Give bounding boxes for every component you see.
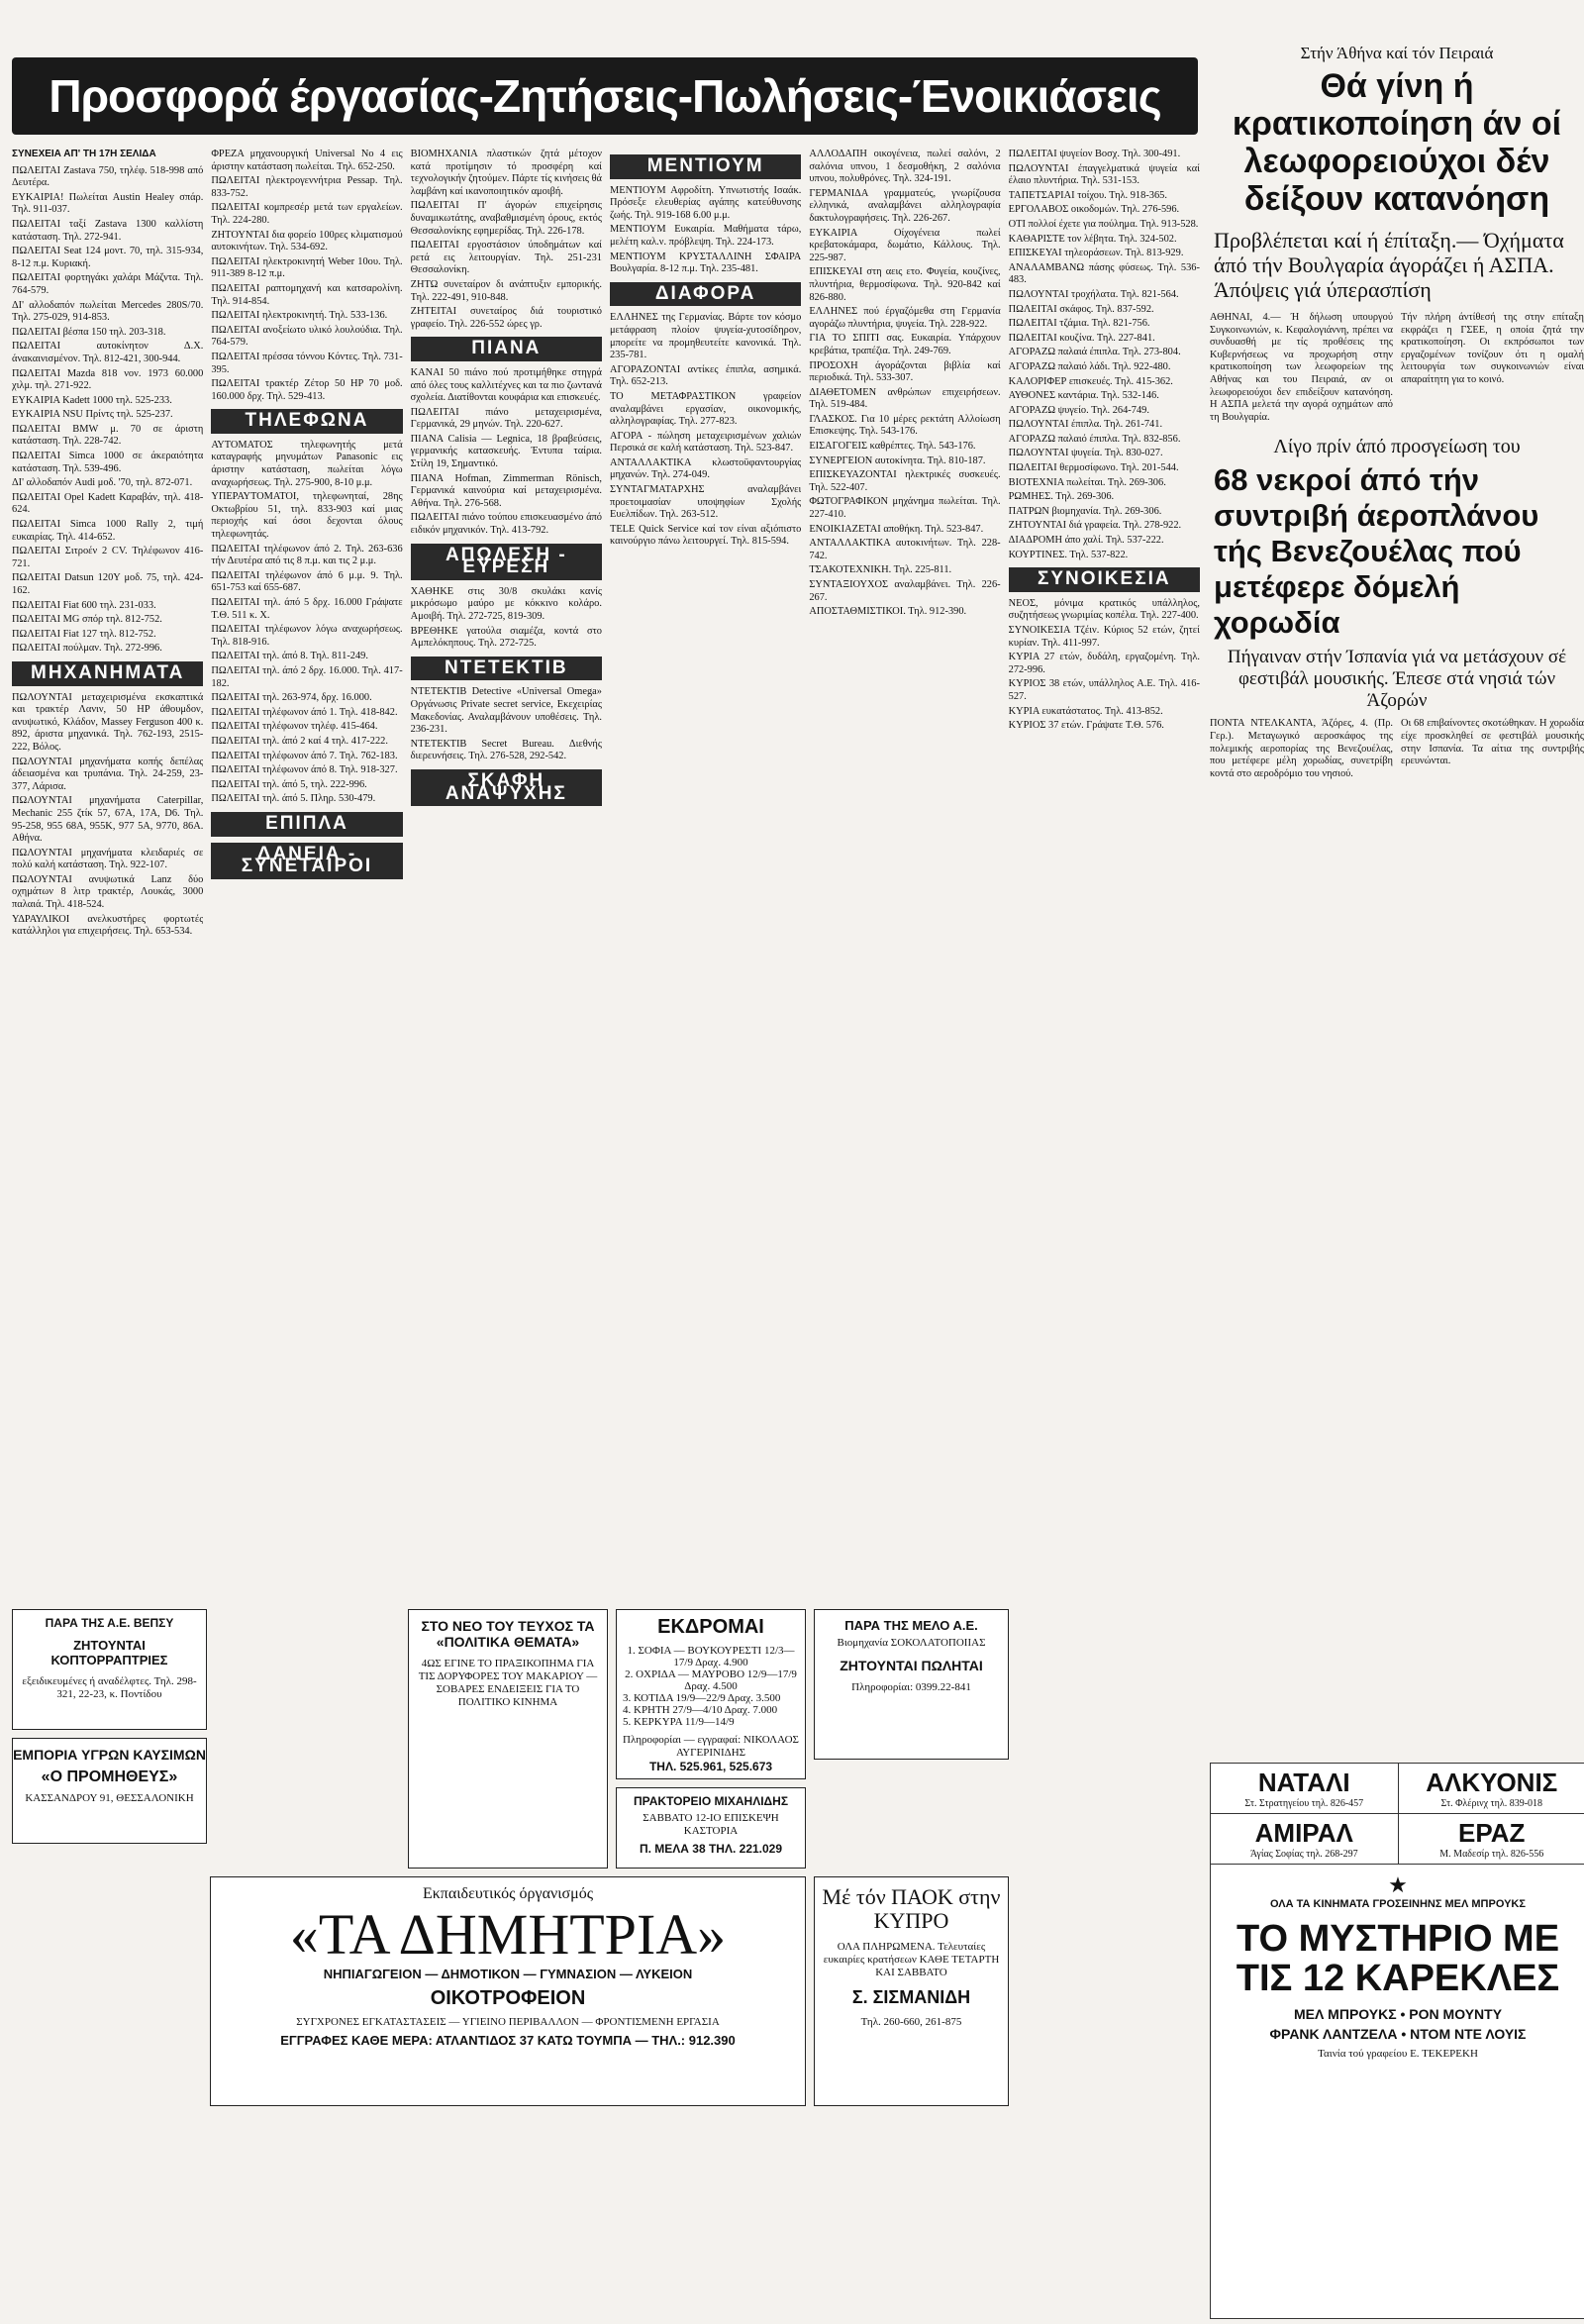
ad: ΤΣΑΚΟΤΕΧΝΙΚΗ. Τηλ. 225-811. [809,564,952,576]
ad: ΠΩΛΕΙΤΑΙ BMW μ. 70 σε άριστη κατάσταση. Τηλ. 228-742. [12,423,204,448]
ad: ΝΕΟΣ, μόνιμα κρατικός υπάλληλος, συζητήσεως γνωριμίας κοπέλα. Τηλ. 227-400. [1008,597,1200,622]
ad: ΝΤΕΤΕΚΤΙΒ Detective «Universal Omega» Οργάνωσις Private secret service, Εκεχειρίας Μακεδονίας. Αναλαμβάνουν υποθέσεις. Τηλ. 236-231. [410,686,602,736]
ad: ΝΤΕΤΕΚΤΙΒ Secret Bureau. Διεθνής διερευνήσεις. Τηλ. 276-528, 292-542. [410,738,602,762]
ad-vepsy-line2: εξειδικευμένες ή αναδέλφτες. Τηλ. 298-321, 22-23, κ. Ποντίδου [22,1675,197,1700]
column-6 [1009,149,1200,1604]
ad-paok-cyprus [814,1876,1009,2106]
ad: ΠΩΛΕΙΤΑΙ σκάφος. Τηλ. 837-592. [1008,303,1154,315]
ad: ΣΥΝΤΑΓΜΑΤΑΡΧΗΣ αναλαμβάνει προετοιμασίαν υποψηφίων Σχολής Ευελπίδων. Τηλ. 263-512. [609,484,802,521]
ad: ΠΩΛΕΙΤΑΙ ψυγείον Βοσχ. Τηλ. 300-491. [1008,149,1181,159]
ad: ΚΑΝΑΙ 50 πιάνο πού προτιμήθηκε στηγρά από όλες τους καλλιτέχνες και τα πιο ζωντανά σχολεία. Διατίθονται κουφάρια και επισκευές. [410,366,602,404]
ad: ΟΤΙ πολλοί έχετε για πούλημα. Τηλ. 913-528. [1008,218,1199,230]
ad: ΕΥΚΑΙΡΙΑ NSU Πρίντς τηλ. 525-237. [12,409,173,421]
ad: ΕΠΙΣΚΕΥΑΖΟΝΤΑΙ ηλεκτρικές συσκευές. Τηλ. 522-407. [809,469,1001,493]
ad: ΚΥΡΙΟΣ 37 ετών. Γράψατε Τ.Θ. 576. [1008,720,1164,732]
ad: ΣΥΝΕΡΓΕΙΟΝ αυτοκίνητα. Τηλ. 810-187. [809,455,986,466]
trip-row: 4. ΚΡΗΤΗ 27/9—4/10 Δραχ. 7.000 [623,1704,778,1716]
cinema-address: Στ. Στρατηγείου τηλ. 826-457 [1244,1798,1364,1809]
column-5 [809,149,1000,1604]
ad: ΠΩΛΟΥΝΤΑΙ μεταχειρισμένα εκσκαπτικά και τρακτέρ Λανιν, 50 HP άθουμδον, ανυψωτικό, Κλάδον, Massey Ferguson 400 κ. 892, άριστα μηχανικά. Τηλ. 762-193, 2515-222, Βόλος. [12,691,204,753]
ad: ΠΩΛΕΙΤΑΙ τρακτέρ Ζέτορ 50 HP 70 μοδ. 160.000 δρχ. Τηλ. 529-413. [211,378,403,402]
ad-melo-line3: Πληροφορίαι: 0399.22-841 [851,1681,971,1693]
film-distributor: Ταινία τού γραφείου Ε. ΤΕΚΕΡΕΚΗ [1318,2048,1478,2060]
ad: ΠΩΛΕΙΤΑΙ φορτηγάκι χαλάρι Μάζντα. Τηλ. 764-579. [12,272,204,296]
trip-row: 2. ΟΧΡΙΔΑ — ΜΑΥΡΟΒΟ 12/9—17/9 Δραχ. 4.500 [625,1668,797,1692]
ad: ΠΩΛΟΥΝΤΑΙ μηχανήματα κοπής δεπέλας άδειασμένα και τρυπάνια. Τηλ. 24-259, 23-377, Λάρισα. [12,756,204,792]
news-body-2 [1210,718,1584,782]
section-loans: ΔΑΝΕΙΑ - ΣΥΝΕΤΑΙΡΟΙ [211,843,402,879]
ad: ΜΕΝΤΙΟΥΜ Ευκαιρία. Μαθήματα τάρω, μελέτη καλ.ν. πρόβλεψη. Τηλ. 224-173. [609,224,802,248]
news-subhead: Προβλέπεται καί ή έπίταξη.— Όχήματα άπό τήν Βουλγαρία άγοράζει ή ΑΣΠΑ. Άπόψεις γιά ύπερασπίση [1214,228,1564,302]
ad: ΡΩΜΗΕΣ. Τηλ. 269-306. [1008,491,1115,503]
ad: ΠΩΛΕΙΤΑΙ τηλ. 263-974, δρχ. 16.000. [211,692,372,704]
ad: ΠΩΛΕΙΤΑΙ ηλεκτροκινητή Weber 10ου. Τηλ. 911-389 8-12 π.μ. [211,255,403,280]
ad: ΠΩΛΕΙΤΑΙ Π' άγορών επιχείρησις δυναμικωτάτης, αναβαθμισμένη όρους, εκτός Θεσσαλονίκης εφημερίδας. Τηλ. 226-178. [410,200,602,237]
ad: ΑΠΟΣΤΑΘΜΙΣΤΙΚΟΙ. Τηλ. 912-390. [809,606,967,618]
ad: ΔΙ' αλλοδαπόν πωλείται Mercedes 280S/70. Τηλ. 275-029, 914-853. [12,299,204,324]
cinema-venue [1399,1764,1584,1813]
ad: ΠΩΛΕΙΤΑΙ τηλέφωνον άπό 6 μ.μ. 9. Τηλ. 651-753 καί 655-687. [211,569,403,594]
ad: ΑΝΑΛΑΜΒΑΝΩ πάσης φύσεως. Τηλ. 536-483. [1008,261,1200,286]
ad: ΒΙΟΜΗΧΑΝΙΑ πλαστικών ζητά μέτοχον κατά προτίμησιν τό προσφέρη καί τεχνολογικήν ζητούμεν. Πάρτε τίς κινήσεις θά λαμβάνη καί ικανοποιητικόν αμοιβή. [410,149,602,197]
ad: ΠΩΛΕΙΤΑΙ κομπρεσέρ μετά των εργαλείων. Τηλ. 224-280. [211,202,403,226]
ad: ΠΩΛΕΙΤΑΙ πρέσσα τόννου Κόντες. Τηλ. 731-395. [211,351,403,375]
ad: ΑΝΤΑΛΛΑΚΤΙΚΑ αυτοκινήτων. Τηλ. 228-742. [809,538,1001,561]
ad-melo-line1: Βιομηχανία ΣΟΚΟΛΑΤΟΠΟΙΙΑΣ [837,1637,986,1649]
ad: ΒΡΕΘΗΚΕ γατούλα σιαμέζα, κοντά στο Αμπελόκηπους. Τηλ. 272-725. [410,625,602,650]
ad: ΖΗΤΕΙΤΑΙ συνεταίρος διά τουριστικό γραφείο. Τηλ. 226-552 ώρες γρ. [410,306,602,330]
ad: ΖΗΤΩ συνεταίρον δι ανάπτυξιν εμπορικής. Τηλ. 222-491, 910-848. [410,278,602,303]
ad-melo [814,1609,1009,1760]
ad-melo-line2: ΖΗΤΟΥΝΤΑΙ ΠΩΛΗΤΑΙ [840,1658,983,1673]
section-furniture: ΕΠΙΠΛΑ [211,812,402,837]
ad-prometheus-addr: ΚΑΣΣΑΝΔΡΟΥ 91, ΘΕΣΣΑΛΟΝΙΚΗ [25,1792,194,1804]
ad-dimitria [210,1876,806,2106]
ad-ekdromai-contact: Πληροφορίαι — εγγραφαί: ΝΙΚΟΛΑΟΣ ΑΥΓΕΡΙΝΙΔΗΣ [623,1734,799,1759]
ad: ΤΑΠΕΤΣΑΡΙΑΙ τοίχου. Τηλ. 918-365. [1008,189,1167,201]
ad-ekdromai-title: ΕΚΔΡΟΜΑΙ [657,1616,764,1638]
ad: ΕΝΟΙΚΙΑΖΕΤΑΙ αποθήκη. Τηλ. 523-847. [809,523,984,535]
ad: ΚΥΡΙΑ ευκατάστατος. Τηλ. 413-852. [1008,705,1163,717]
ad: ΠΩΛΕΙΤΑΙ τηλ. άπό 5 δρχ. 16.000 Γράψατε Τ.Θ. 511 κ. Χ. [211,597,403,621]
ad: ΠΩΛΟΥΝΤΑΙ έπιπλα. Τηλ. 261-741. [1008,419,1163,431]
ad: ΠΩΛΕΙΤΑΙ Seat 124 μοντ. 70, τηλ. 315-934, 8-12 π.μ. Κυριακή. [12,246,204,269]
column-3 [411,149,602,1604]
cinema-venue [1399,1814,1584,1864]
ad: ΠΩΛΕΙΤΑΙ ανοξείωτο υλικό λουλούδια. Τηλ. 764-579. [211,324,403,349]
ad: ΠΩΛΕΙΤΑΙ Simca 1000 σε άκεραιότητα κατάσταση. Τηλ. 539-496. [12,451,204,474]
ad: ΔΙΑΘΕΤΟΜΕΝ ανθρώπων επιχειρήσεων. Τηλ. 519-484. [809,386,1001,411]
ad: ΑΓΟΡΑΖΩ παλαιά έπιπλα. Τηλ. 273-804. [1008,347,1181,358]
ad-dimitria-line4: ΕΓΓΡΑΦΕΣ ΚΑΘΕ ΜΕΡΑ: ΑΤΛΑΝΤΙΔΟΣ 37 ΚΑΤΩ ΤΟΥΜΠΑ — ΤΗΛ.: 912.390 [280,2033,736,2048]
ad: ΠΩΛΕΙΤΑΙ τηλέφωνον άπό 7. Τηλ. 762-183. [211,750,398,761]
ad-dimitria-title: «ΤΑ ΔΗΜΗΤΡΙΑ» [289,1902,727,1967]
ad: ΠΩΛΕΙΤΑΙ βέσπα 150 τηλ. 203-318. [12,326,166,338]
column-1 [12,149,203,1604]
ad-vepsy [12,1609,207,1730]
section-medium: ΜΕΝΤΙΟΥΜ [610,154,801,179]
ad: ΠΩΛΕΙΤΑΙ πιάνο μεταχειρισμένα, Γερμανικά, 29 μηνών. Τηλ. 220-627. [410,406,602,431]
ad: ΑΝΤΑΛΛΑΚΤΙΚΑ κλωστοϋφαντουργίας μηχανών. Τηλ. 274-049. [609,456,802,481]
trip-row: 1. ΣΟΦΙΑ — ΒΟΥΚΟΥΡΕΣΤΙ 12/3—17/9 Δραχ. 4.900 [627,1645,795,1668]
ad: ΠΩΛΕΙΤΑΙ τηλ. άπό 5. Πληρ. 530-479. [211,793,376,805]
ad: ΑΛΛΟΔΑΠΗ οικογένεια, πωλεί σαλόνι, 2 σαλόνια υπνου, 1 δεσμοθήκη, 2 σαλόνια υπνου, πολυθρόνες. Τηλ. 324-191. [809,149,1001,185]
ad: ΠΩΛΟΥΝΤΑΙ μηχανήματα Caterpillar, Mechanic 255 ζτίκ 57, 67Α, 17Α, D6. Τηλ. 95-258, 955 68Α, 955Κ, 977 5Α, 9770, 86Α. Αθήνα. [12,795,204,845]
cinema-name: ΑΜΙΡΑΛ [1254,1818,1353,1848]
ad: ΑΓΟΡΑΖΩ παλαιό έπιπλα. Τηλ. 832-856. [1008,433,1181,445]
ad: ΚΥΡΙΟΣ 38 ετών, υπάλληλος Α.Ε. Τηλ. 416-527. [1008,678,1200,702]
news-body-col [1401,312,1584,426]
section-pleasure-boats: ΣΚΑΦΗ ΑΝΑΨΥΧΗΣ [411,769,602,806]
column-4 [610,149,801,1604]
ad: ΠΩΛΕΙΤΑΙ τηλέφωνον άπό 1. Τηλ. 418-842. [211,706,398,718]
news-paragraph: Οι 68 επιβαίνοντες σκοτώθηκαν. Η χορωδία είχε προσκληθεί σε φεστιβάλ μουσικής στην Ισπανία. Τα αίτια της συντριβής ερευνώνται. [1401,718,1584,767]
ad-michailidis-line2: Π. ΜΕΛΑ 38 ΤΗΛ. 221.029 [639,1842,783,1856]
ad: ΠΩΛΕΙΤΑΙ Zastava 750, τηλέφ. 518-998 από Δευτέρα. [12,164,204,189]
ad: ΑΥΤΟΜΑΤΟΣ τηλεφωνητής μετά καταγραφής μηνυμάτων Panasonic εις άριστην κατάσταση, πωλείται λόγω αναχωρήσεως. Τηλ. 275-900, 8-10 μ.μ. [211,439,403,488]
cinema-address: Άγίας Σοφίας τηλ. 268-297 [1249,1849,1358,1860]
ad: ΖΗΤΟΥΝΤΑΙ δια φορείο 100ρες κλιματισμού αυτοκινήτων. Τηλ. 534-692. [211,229,403,253]
cinema-venue [1211,1764,1399,1813]
cinema-ad [1210,1763,1584,2319]
ad: ΠΩΛΕΙΤΑΙ αυτοκίνητον Δ.Χ. άνακαινισμένον. Τηλ. 812-421, 300-944. [12,341,204,364]
ad: ΜΕΝΤΙΟΥΜ Αφροδίτη. Υπνωτιστής Ισαάκ. Πρόσεξε ελευθερίας αγάπης κατεύθυνσης ζωής. Τηλ. 919-168 6.00 μ.μ. [609,184,802,221]
ad: ΠΩΛΕΙΤΑΙ τηλ. άπό 5, τηλ. 222-996. [211,778,367,790]
ad: ΚΑΛΟΡΙΦΕΡ επισκευές. Τηλ. 415-362. [1008,375,1173,387]
news-subhead-2: Πήγαιναν στήν Ίσπανία γιά να μετάσχουν σέ φεστιβάλ μουσικής. Έπεσε στά νησιά τών Άζορών [1227,647,1567,712]
ad: ΣΥΝΤΑΞΙΟΥΧΟΣ αναλαμβάνει. Τηλ. 226-267. [809,579,1001,603]
ad-michailidis-line1: ΣΑΒΒΑΤΟ 12-ΙΟ ΕΠΙΣΚΕΨΗ ΚΑΣΤΟΡΙΑ [643,1812,779,1837]
ad: ΚΥΡΙΑ 27 ετών, δυδάλη, εργαζομένη. Τηλ. 272-996. [1008,652,1200,675]
ad-vepsy-title: ΠΑΡΑ ΤΗΣ Α.Ε. ΒΕΠΣΥ [45,1616,174,1630]
ad-dimitria-line2: ΟΙΚΟΤΡΟΦΕΙΟΝ [430,1987,586,2009]
ad: ΕΡΓΟΛΑΒΟΣ οικοδομών. Τηλ. 276-596. [1008,204,1180,216]
news-body-col [1210,718,1393,782]
ad: ΚΟΥΡΤΙΝΕΣ. Τηλ. 537-822. [1008,549,1129,560]
cinema-promo [1211,1865,1584,2068]
ad: ΠΩΛΕΙΤΑΙ τηλέφωνον άπό 8. Τηλ. 918-327. [211,764,398,776]
ad: ΑΓΟΡΑ - πώληση μεταχειρισμένων χαλιών Περσικά σε καλή κατάσταση. Τηλ. 523-847. [609,430,802,455]
ad: ΥΠΕΡΑΥΤΟΜΑΤΟΙ, τηλεφωνηταί, 28ης Οκτωβρίου 51, τηλ. 833-903 καί μιας περιοχής καί όσοι δεχονται όλους τηλεφωνητάς. [211,491,403,541]
ad: ΤΟ ΜΕΤΑΦΡΑΣΤΙΚΟΝ γραφείον αναλαμβάνει εργασίαν, οικονομικής, αλληλογραφίας. Τηλ. 277-823. [609,390,802,428]
ad: ΧΑΘΗΚΕ στις 30/8 σκυλάκι κανίς μικρόσωμο μαύρο με κόκκινο κολάρο. Αμοιβή. Τηλ. 272-725, 819-309. [410,585,602,622]
ad: ΠΩΛΕΙΤΑΙ ταξί Zastava 1300 καλλίστη κατάσταση. Τηλ. 272-941. [12,218,204,243]
news-body [1210,312,1584,426]
ad-politika-body: 4ΩΣ ΕΓΙΝΕ ΤΟ ΠΡΑΞΙΚΟΠΗΜΑ ΓΙΑ ΤΙΣ ΔΟΡΥΦΟΡΕΣ ΤΟΥ ΜΑΚΑΡΙΟΥ — ΣΟΒΑΡΕΣ ΕΝΔΕΙΞΕΙΣ ΓΙΑ ΤΟ ΠΟΛΙΤΙΚΟ ΚΙΝΗΜΑ [418,1658,598,1708]
ad: ΠΩΛΕΙΤΑΙ Fiat 127 τηλ. 812-752. [12,628,156,640]
ad: ΠΡΟΣΟΧΗ άγοράζονται βιβλία καί περιοδικά. Τηλ. 533-307. [809,359,1001,384]
ad-dimitria-kicker: Εκπαιδευτικός όργανισμός [422,1885,594,1902]
news-headline-2: 68 νεκροί άπό τήν συντριβή άεροπλάνου τής Βενεζουέλας πού μετέφερε δόμελή χορωδία [1214,462,1539,641]
cinema-venues-row-2 [1211,1814,1584,1865]
ad: ΓΙΑ ΤΟ ΣΠΙΤΙ σας. Ευκαιρία. Υπάρχουν κρεβάτια, τραπέζια. Τηλ. 249-769. [809,333,1001,356]
news-kicker: Στήν Άθήνα καί τόν Πειραιά [1300,44,1494,62]
ad: ΒΙΟΤΕΧΝΙΑ πωλείται. Τηλ. 269-306. [1008,476,1166,488]
cinema-venues-row-1 [1211,1764,1584,1814]
section-pianos: ΠΙΑΝΑ [411,337,602,361]
ad-michailidis [616,1787,806,1869]
cinema-address: Στ. Φλέρινχ τηλ. 839-018 [1440,1798,1543,1809]
ad: TELE Quick Service καί τον είναι αξιόπιστο καινούργιο πάνω λειτουργεί. Τηλ. 815-594. [609,523,802,548]
classifieds-banner: Προσφορά έργασίας-Ζητήσεις-Πωλήσεις-Ένοικιάσεις [12,57,1198,135]
ad: ΠΙΑΝΑ Hofman, Zimmerman Rönisch, Γερμανικά καινούρια καί μεταχειρισμένα. Αθήνα. Τηλ. 276-568. [410,472,602,509]
news-column [1210,40,1584,782]
ad: ΦΡΕΖΑ μηχανουργική Universal No 4 εις άριστην κατάσταση πωλείται. Τηλ. 652-250. [211,149,403,172]
section-machines: ΜΗΧΑΝΗΜΑΤΑ [12,661,203,686]
ad: ΠΩΛΕΙΤΑΙ Fiat 600 τηλ. 231-033. [12,599,156,611]
ad: ΔΙΑΔΡΟΜΗ άπο χαλί. Τηλ. 537-222. [1008,535,1164,547]
cinema-venue [1211,1814,1399,1864]
ad: ΠΙΑΝΑ Calisia — Legnica, 18 βραβεύσεις, γερμανικής κατασκευής. Έντυπα ταίρια. Στίλη 19, Σημαντικό. [410,433,602,470]
ad: ΠΩΛΟΥΝΤΑΙ τροχήλατα. Τηλ. 821-564. [1008,288,1179,300]
ad: ΠΩΛΟΥΝΤΑΙ έπαγγελματικά ψυγεία καί έλαιο πλυντήρια. Τηλ. 531-153. [1008,162,1200,187]
news-headline: Θά γίνη ή κρατικοποίηση άν οί λεωφορειούχοι δέν δείξουν κατανόηση [1232,67,1562,218]
ad: ΚΑΘΑΡΙΣΤΕ τον λέβητα. Τηλ. 324-502. [1008,233,1177,245]
ad-prometheus-title: ΕΜΠΟΡΙΑ ΥΓΡΩΝ ΚΑΥΣΙΜΩΝ [13,1747,206,1763]
ad: ΠΩΛΕΙΤΑΙ τζάμια. Τηλ. 821-756. [1008,318,1150,330]
ad: ΠΩΛΕΙΤΑΙ τηλ. άπό 2 καί 4 τηλ. 417-222. [211,735,388,747]
ad: ΕΠΙΣΚΕΥΑΙ στη αεις ετο. Φυγεία, κουζίνες, πλυντήρια, θερμοσίφωνα. Τηλ. 920-842 καί 826-880. [809,266,1001,303]
ad-melo-title: ΠΑΡΑ ΤΗΣ ΜΕΛΟ Α.Ε. [844,1618,978,1633]
ad-paok-name: Σ. ΣΙΣΜΑΝΙΔΗ [851,1987,971,2007]
ad-vepsy-line1: ΖΗΤΟΥΝΤΑΙ ΚΟΠΤΟΡΡΑΠΤΡΙΕΣ [50,1638,168,1667]
trip-row: 5. ΚΕΡΚΥΡΑ 11/9—14/9 [623,1716,735,1728]
ad: ΠΩΛΕΙΤΑΙ τηλέφωνον τηλέφ. 415-464. [211,721,378,733]
section-cohabitation: ΣΥΝΟΙΚΕΣΙΑ [1009,567,1200,592]
ad-paok-title: Μέ τόν ΠΑΟΚ στην ΚΥΠΡΟ [822,1884,1001,1933]
news-paragraph: ΠΟΝΤΑ ΝΤΕΛΚΑΝΤΑ, Άζόρες, 4. (Πρ. Γερ.). Μεταγωγικό αεροσκάφος της πολεμικής αεροπορίας της Βενεζουέλας, που μετέφερε μέλη χορωδίας, συνετρίβη κοντά στο αεροδρόμιο του νησιού. [1210,718,1393,779]
ad: ΣΥΝΟΙΚΕΣΙΑ Τζέιν. Κύριος 52 ετών, ζητεί κυρίαν. Τηλ. 411-997. [1008,625,1200,649]
cinema-name: ΑΛΚΥΟΝΙΣ [1426,1768,1558,1797]
ad-ekdromai-tel: ΤΗΛ. 525.961, 525.673 [648,1760,773,1773]
film-title: ΤΟ ΜΥΣΤΗΡΙΟ ΜΕ ΤΙΣ 12 ΚΑΡΕΚΛΕΣ [1236,1918,1560,1999]
ad: ΠΩΛΕΙΤΑΙ Mazda 818 νον. 1973 60.000 χιλμ. τηλ. 271-922. [12,367,204,392]
cinema-address: Μ. Μαδεσίρ τηλ. 826-556 [1439,1849,1544,1860]
ad: ΠΩΛΕΙΤΑΙ Simca 1000 Rally 2, τιμή ευκαιρίας. Τηλ. 414-652. [12,519,204,543]
ad-paok-tel: Τηλ. 260-660, 261-875 [860,2016,962,2028]
section-telephones: ΤΗΛΕΦΩΝΑ [211,409,402,434]
ad-ekdromai [616,1609,806,1779]
ad: ΠΩΛΕΙΤΑΙ τηλέφωνον λόγω αναχωρήσεως. Τηλ. 818-916. [211,624,403,648]
section-lost-found: ΑΠΩΛΕΣΗ - ΕΥΡΕΣΗ [411,544,602,580]
cinema-name: ΝΑΤΑΛΙ [1257,1768,1350,1797]
ad: ΠΩΛΕΙΤΑΙ κουζίνα. Τηλ. 227-841. [1008,332,1155,344]
ad: ΠΩΛΕΙΤΑΙ πιάνο τούπου επισκευασμένο άπό ειδικόν μηχανικόν. Τηλ. 413-792. [410,512,602,537]
ad-paok-body: ΟΛΑ ΠΛΗΡΩΜΕΝΑ. Τελευταίες ευκαιρίες κρατήσεων ΚΑΘΕ ΤΕΤΑΡΤΗ ΚΑΙ ΣΑΒΒΑΤΟ [823,1941,1000,1978]
news-paragraph: Τήν πλήρη άντίθεσή της στην επίταξη εκφράζει η ΓΣΕΕ, η οποία ζητά την κρατικοποίηση. Οι εκπρόσωποι των εργαζομένων τονίζουν ότι η ομαλή λειτουργία των συγκοινωνιών είναι απαραίτητη για το κοινό. [1401,312,1584,385]
ad: ΕΙΣΑΓΟΓΕΙΣ καθρέπτες. Τηλ. 543-176. [809,441,976,453]
ad: ΠΩΛΕΙΤΑΙ Opel Kadett Καραβάν, τηλ. 418-624. [12,491,204,516]
ad: ΠΩΛΕΙΤΑΙ MG σπόρ τηλ. 812-752. [12,614,162,626]
news-kicker-2: Λίγο πρίν άπό προσγείωση του [1273,436,1521,458]
star-icon: ★ [1388,1872,1408,1897]
ad: ΠΩΛΟΥΝΤΑΙ ψυγεία. Τηλ. 830-027. [1008,448,1163,459]
ad-politika-themata [408,1609,608,1869]
section-detectives: ΝΤΕΤΕΚΤΙΒ [411,657,602,681]
news-body-col [1210,312,1393,426]
ad-dimitria-line3: ΣΥΓΧΡΟΝΕΣ ΕΓΚΑΤΑΣΤΑΣΕΙΣ — ΥΓΙΕΙΝΟ ΠΕΡΙΒΑΛΛΟΝ — ΦΡΟΝΤΙΣΜΕΝΗ ΕΡΓΑΣΙΑ [296,2016,720,2028]
ad: ΕΛΛΗΝΕΣ της Γερμανίας. Βάρτε τον κόσμο μετάφραση πλοίον ψυγεία-χυτοσίδηρον, μπορείτε να προμηθευτείτε κανονικά. Τηλ. 235-781. [609,312,802,361]
ad: ΠΩΛΕΙΤΑΙ πούλμαν. Τηλ. 272-996. [12,643,162,655]
ad: ΕΥΚΑΙΡΙΑ Οίχογένεια πωλεί κρεβατοκάμαρα, δωμάτιο, Κάλλους. Τηλ. 225-987. [809,227,1001,263]
ad: ΠΩΛΕΙΤΑΙ θερμοσίφωνο. Τηλ. 201-544. [1008,462,1179,474]
section-misc: ΔΙΑΦΟΡΑ [610,282,801,307]
news-body-col [1401,718,1584,782]
ad-prometheus-name: «Ο ΠΡΟΜΗΘΕΥΣ» [41,1768,178,1785]
ad: ΠΑΤΡΩΝ βιομηχανία. Τηλ. 269-306. [1008,505,1162,517]
ad: ΓΕΡΜΑΝΙΔΑ γραμματεύς, γνωρίζουσα ελληνικά, αναλαμβάνει αλληλογραφία δακτυλογραφήσεις. Τηλ. 226-267. [809,187,1001,224]
ad-prometheus [12,1738,207,1844]
ad-dimitria-line1: ΝΗΠΙΑΓΩΓΕΙΟΝ — ΔΗΜΟΤΙΚΟΝ — ΓΥΜΝΑΣΙΟΝ — ΛΥΚΕΙΟΝ [323,1967,693,1981]
classifieds-columns [12,149,1200,1604]
film-actors-2: ΦΡΑΝΚ ΛΑΝΤΖΕΛΑ • ΝΤΟΜ ΝΤΕ ΛΟΥΙΣ [1269,2026,1527,2042]
news-paragraph: ΑΘΗΝΑΙ, 4.— Ή δήλωση υπουργού Συγκοινωνιών, κ. Κεφαλογιάννη, πρέπει να συνδυασθή με τίς προθέσεις της Κυβερνήσεως να προχωρήση στην κρατικοποίηση των λεωφορείων της Αθήνας και του Πειραιά, αν οι λεωφορειούχοι δεν επιδείξουν κατανόηση. Η ΑΣΠΑ μελετά την αγορά οχημάτων από τη Βουλγαρία. [1210,312,1393,423]
ad: ΦΩΤΟΓΡΑΦΙΚΟΝ μηχάνημα πωλείται. Τηλ. 227-410. [809,496,1001,521]
ad: ΓΛΑΣΚΟΣ. Για 10 μέρες ρεκτάτη Αλλοίωση Επισκεψης. Τηλ. 543-176. [809,413,1001,438]
continuation-header: ΣΥΝΕΧΕΙΑ ΑΠ' ΤΗ 17Η ΣΕΛΙΔΑ [12,149,156,159]
ad: ΖΗΤΟΥΝΤΑΙ διά γραφεία. Τηλ. 278-922. [1008,520,1182,532]
ad: ΠΩΛΕΙΤΑΙ τηλ. άπό 2 δρχ. 16.000. Τηλ. 417-182. [211,664,403,689]
ad: ΠΩΛΕΙΤΑΙ ραπτομηχανή και κατσαρολίνη. Τηλ. 914-854. [211,282,403,307]
ad: ΠΩΛΕΙΤΑΙ Datsun 120Y μοδ. 75, τηλ. 424-162. [12,572,204,596]
ad: ΑΓΟΡΑΖΩ ψυγείο. Τηλ. 264-749. [1008,404,1149,416]
cinema-name: ΕΡΑΖ [1458,1818,1526,1848]
ad: ΑΥΘΟΝΕΣ καντάρια. Τηλ. 532-146. [1008,390,1159,402]
film-actors-1: ΜΕΛ ΜΠΡΟΥΚΣ • ΡΟΝ ΜΟΥΝΤΥ [1293,2006,1503,2022]
ad: ΑΓΟΡΑΖΩ παλαιό λάδι. Τηλ. 922-480. [1008,360,1171,372]
trip-row: 3. ΚΟΤΙΔΑ 19/9—22/9 Δραχ. 3.500 [623,1692,781,1704]
ad-politika-title: ΣΤΟ ΝΕΟ ΤΟΥ ΤΕΥΧΟΣ ΤΑ «ΠΟΛΙΤΙΚΑ ΘΕΜΑΤΑ» [421,1618,595,1650]
ad: ΔΙ' αλλοδαπόν Audi μοδ. '70, τηλ. 872-071. [12,477,193,489]
column-2 [211,149,402,1604]
display-ads-area [12,1609,1200,2317]
ad-michailidis-title: ΠΡΑΚΤΟΡΕΙΟ ΜΙΧΑΗΛΙΔΗΣ [633,1794,789,1808]
ad: ΠΩΛΟΥΝΤΑΙ ανυψωτικά Lanz δύο οχημάτων 8 λιτρ τρακτέρ, Λουκάς, 3000 παλαιά. Τηλ. 418-524. [12,873,204,911]
cinema-promo-line: ΟΛΑ ΤΑ ΚΙΝΗΜΑΤΑ ΓΡΟΣΕΙΝΗΝΣ ΜΕΛ ΜΠΡΟΥΚΣ [1270,1898,1526,1910]
ad: ΕΥΚΑΙΡΙΑ Kadett 1000 τηλ. 525-233. [12,394,172,406]
ad: ΕΥΚΑΙΡΙΑ! Πωλείται Austin Healey σπάρ. Τηλ. 911-037. [12,191,204,216]
ad: ΜΕΝΤΙΟΥΜ ΚΡΥΣΤΑΛΛΙΝΗ ΣΦΑΙΡΑ Βουλγαρία. 8-12 π.μ. Τηλ. 235-481. [609,251,802,275]
ad: ΠΩΛΟΥΝΤΑΙ μηχανήματα κλειδαριές σε πολύ καλή κατάσταση. Τηλ. 922-107. [12,847,204,871]
ad: ΑΓΟΡΑΖΟΝΤΑΙ αντίκες έπιπλα, ασημικά. Τηλ. 652-213. [609,363,802,388]
ad: ΠΩΛΕΙΤΑΙ ηλεκτροκινητή. Τηλ. 533-136. [211,310,388,322]
ad: ΠΩΛΕΙΤΑΙ τηλ. άπό 8. Τηλ. 811-249. [211,651,368,662]
ad: ΠΩΛΕΙΤΑΙ τηλέφωνον άπό 2. Τηλ. 263-636 τήν Δευτέρα από τις 8 π.μ. και τις 2 μ.μ. [211,543,403,567]
ad: ΥΔΡΑΥΛΙΚΟΙ ανελκυστήρες φορτωτές κατάλληλοι για επιχειρήσεις. Τηλ. 653-534. [12,913,204,938]
ad: ΠΩΛΕΙΤΑΙ Σιτροέν 2 CV. Τηλέφωνον 416-721. [12,546,204,569]
ad: ΕΛΛΗΝΕΣ πού έργαζόμεθα στη Γερμανία αγοράζω πλυντήρια, ψυγεία. Τηλ. 228-922. [809,306,1001,330]
ad: ΕΠΙΣΚΕΥΑΙ τηλεοράσεων. Τηλ. 813-929. [1008,248,1184,259]
ad: ΠΩΛΕΙΤΑΙ ηλεκτρογεννήτρια Pessap. Τηλ. 833-752. [211,175,403,199]
ad: ΠΩΛΕΙΤΑΙ εργοστάσιον ύποδημάτων καί ρετά εις λειτουργίαν. Τηλ. 251-231 Θεσσαλονίκη. [410,240,602,276]
